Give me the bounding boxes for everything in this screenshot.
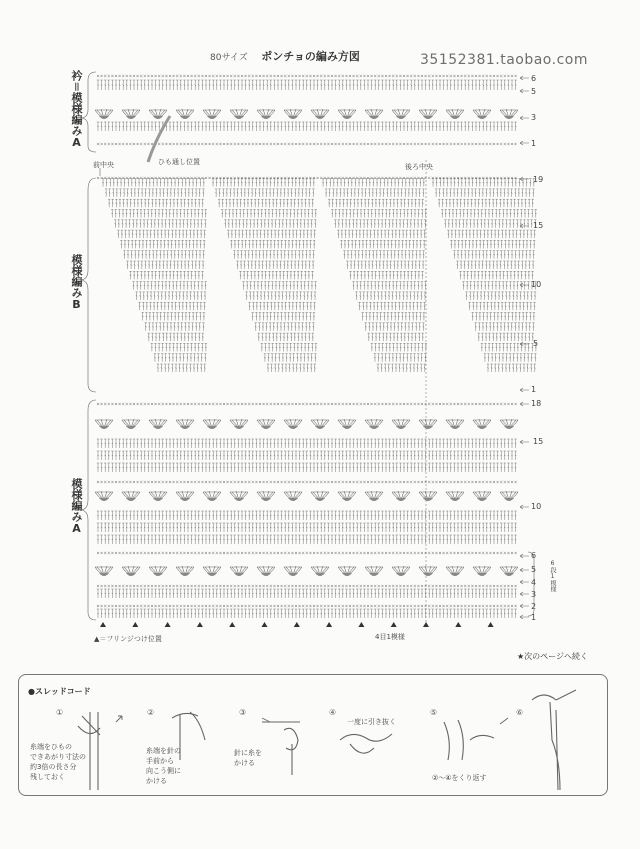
thread-cord-title: ●スレッドコード xyxy=(28,687,91,696)
dc-row xyxy=(114,220,206,228)
dc-row xyxy=(444,220,536,228)
row-arrow xyxy=(520,568,529,572)
dc-row xyxy=(264,354,317,362)
dc-row xyxy=(358,302,425,310)
title-text: ポンチョの編み方図 xyxy=(261,50,360,63)
dc-row xyxy=(129,271,203,279)
dc-row xyxy=(97,609,517,618)
dc-row xyxy=(472,313,536,321)
dc-row xyxy=(97,523,517,532)
dc-row xyxy=(239,271,313,279)
dc-row xyxy=(377,364,426,372)
size-label: 80サイズ xyxy=(210,53,248,63)
dc-row xyxy=(255,323,315,331)
sc-row xyxy=(97,552,517,554)
row-number: 5 xyxy=(531,565,537,574)
dc-row xyxy=(151,343,207,351)
step-number: ⑥ xyxy=(516,708,524,717)
dc-row xyxy=(362,313,426,321)
dc-row xyxy=(212,179,315,187)
dc-row xyxy=(132,282,206,290)
dc-row xyxy=(371,343,427,351)
sc-row xyxy=(97,75,517,77)
dc-row xyxy=(111,210,207,218)
dc-row xyxy=(465,292,536,300)
step-number: ① xyxy=(56,708,64,717)
fringe-legend: ▲＝フリンジつけ位置 xyxy=(94,635,162,643)
row-arrow xyxy=(520,89,529,93)
dc-row xyxy=(484,354,537,362)
step-2-note: 糸端を針の 手前から 向こう側に かける xyxy=(146,747,181,785)
shell-fill xyxy=(99,116,514,119)
dc-row xyxy=(365,323,425,331)
dc-row xyxy=(97,511,517,520)
row-arrow xyxy=(520,554,529,558)
dc-row xyxy=(105,189,205,197)
dc-row xyxy=(154,354,207,362)
dc-row xyxy=(242,282,316,290)
dc-row xyxy=(349,271,423,279)
dc-row xyxy=(218,199,314,207)
dc-row xyxy=(138,302,205,310)
row-number: 15 xyxy=(533,221,544,230)
sc-row xyxy=(97,585,517,587)
step-number: ② xyxy=(147,708,155,717)
dc-row xyxy=(236,261,314,269)
dc-row xyxy=(481,343,537,351)
dc-row xyxy=(148,333,204,341)
dc-row xyxy=(435,189,535,197)
back-center-label: 後ろ中央 xyxy=(405,163,433,171)
dc-row xyxy=(459,271,533,279)
step-5-note: ②〜④をくり返す xyxy=(432,774,487,782)
dc-row xyxy=(145,323,205,331)
dc-row xyxy=(135,292,206,300)
row-arrow xyxy=(520,177,529,181)
step-number: ⑤ xyxy=(430,708,438,717)
dc-row xyxy=(352,282,426,290)
row-arrow xyxy=(520,505,529,509)
shell-fill xyxy=(99,498,514,501)
row-number: 5 xyxy=(531,87,537,96)
row-number: 2 xyxy=(531,602,537,611)
row-arrow xyxy=(520,388,529,392)
row-arrow xyxy=(520,580,529,584)
watermark: 35152381.taobao.com xyxy=(420,52,588,68)
shell-fill xyxy=(99,573,514,576)
dc-row xyxy=(374,354,427,362)
thread-cord-box xyxy=(18,674,608,796)
dc-row xyxy=(97,122,517,131)
dc-row xyxy=(227,230,316,238)
row-number: 6 xyxy=(531,551,537,560)
bracket xyxy=(80,400,96,620)
cord-position-label: ひも通し位置 xyxy=(158,158,200,166)
dc-row xyxy=(248,302,315,310)
dc-row xyxy=(261,343,317,351)
dc-row xyxy=(447,230,536,238)
row-arrow xyxy=(520,76,529,80)
dc-row xyxy=(325,189,425,197)
dc-row xyxy=(450,240,535,248)
row-number: 3 xyxy=(531,590,537,599)
dc-row xyxy=(97,439,517,448)
dc-row xyxy=(340,240,425,248)
row-number: 10 xyxy=(531,280,542,289)
dc-row xyxy=(468,302,535,310)
front-center-label: 前中央 xyxy=(93,161,114,169)
fringe-marker xyxy=(100,622,494,627)
dc-row xyxy=(157,364,206,372)
row-arrow xyxy=(520,141,529,145)
sc-row xyxy=(97,403,517,405)
bracket xyxy=(528,551,537,616)
dc-row xyxy=(368,333,424,341)
row-number: 1 xyxy=(531,139,537,148)
dc-row xyxy=(126,261,204,269)
sc-row xyxy=(97,143,517,145)
dc-row xyxy=(142,313,206,321)
row-arrow xyxy=(520,116,529,120)
dc-row xyxy=(117,230,206,238)
dc-row xyxy=(221,210,317,218)
dc-row xyxy=(245,292,316,300)
pattern-b-label: 模様編みB xyxy=(70,254,83,311)
dc-row xyxy=(337,230,426,238)
step-4-note: 一度に引き抜く xyxy=(347,718,396,726)
dc-row xyxy=(346,261,424,269)
dc-row xyxy=(487,364,536,372)
dc-row xyxy=(102,179,205,187)
row-arrow xyxy=(520,440,529,444)
dc-row xyxy=(230,240,315,248)
step-3-note: 針に糸を かける xyxy=(234,749,262,767)
dc-row xyxy=(252,313,316,321)
row-number: 18 xyxy=(531,399,542,408)
dc-row xyxy=(343,251,425,259)
sc-row xyxy=(97,481,517,483)
dc-row xyxy=(267,364,316,372)
bracket xyxy=(80,178,96,392)
row-arrow xyxy=(520,604,529,608)
row-number: 6 xyxy=(531,74,537,83)
dc-row xyxy=(97,535,517,544)
dc-row xyxy=(120,240,205,248)
dc-row xyxy=(97,451,517,460)
step-number: ④ xyxy=(329,708,337,717)
dc-row xyxy=(233,251,315,259)
dc-row xyxy=(224,220,316,228)
dc-row xyxy=(441,210,537,218)
step-number: ③ xyxy=(239,708,247,717)
dc-row xyxy=(438,199,534,207)
repeat-label: 4目1模様 xyxy=(375,633,405,641)
dc-row xyxy=(322,179,425,187)
dc-row xyxy=(331,210,427,218)
dc-row xyxy=(456,261,534,269)
dc-row xyxy=(453,251,535,259)
dc-row xyxy=(355,292,426,300)
row-number: 5 xyxy=(533,339,539,348)
row-number: 1 xyxy=(531,385,537,394)
dc-row xyxy=(334,220,426,228)
row-arrow xyxy=(520,402,529,406)
dc-row xyxy=(462,282,536,290)
row-number: 4 xyxy=(531,578,537,587)
sc-row xyxy=(97,605,517,607)
dc-row xyxy=(97,589,517,598)
step-1-note: 糸端をひもの できあがり寸法の 約3倍の長さ分 残しておく xyxy=(30,743,86,781)
dc-row xyxy=(432,179,535,187)
row-number: 1 xyxy=(531,613,537,622)
dc-row xyxy=(258,333,314,341)
six-row-repeat-label: 6段1模様 xyxy=(549,560,556,592)
shell-fill xyxy=(99,426,514,429)
pattern-a-label: 模様編みA xyxy=(70,478,83,535)
row-number: 19 xyxy=(533,175,544,184)
row-arrow xyxy=(520,615,529,619)
dc-row xyxy=(215,189,315,197)
dc-row xyxy=(97,80,517,90)
dc-row xyxy=(478,333,534,341)
dc-row xyxy=(328,199,424,207)
row-number: 3 xyxy=(531,113,537,122)
dc-row xyxy=(108,199,204,207)
collar-label: 衿＝模様編みA xyxy=(70,70,83,149)
dc-row xyxy=(97,463,517,472)
bracket xyxy=(80,72,96,152)
row-arrow xyxy=(520,592,529,596)
row-number: 15 xyxy=(533,437,544,446)
continue-note: ★次のページへ続く xyxy=(517,652,589,661)
dc-row xyxy=(475,323,535,331)
row-number: 10 xyxy=(531,502,542,511)
dc-row xyxy=(123,251,205,259)
